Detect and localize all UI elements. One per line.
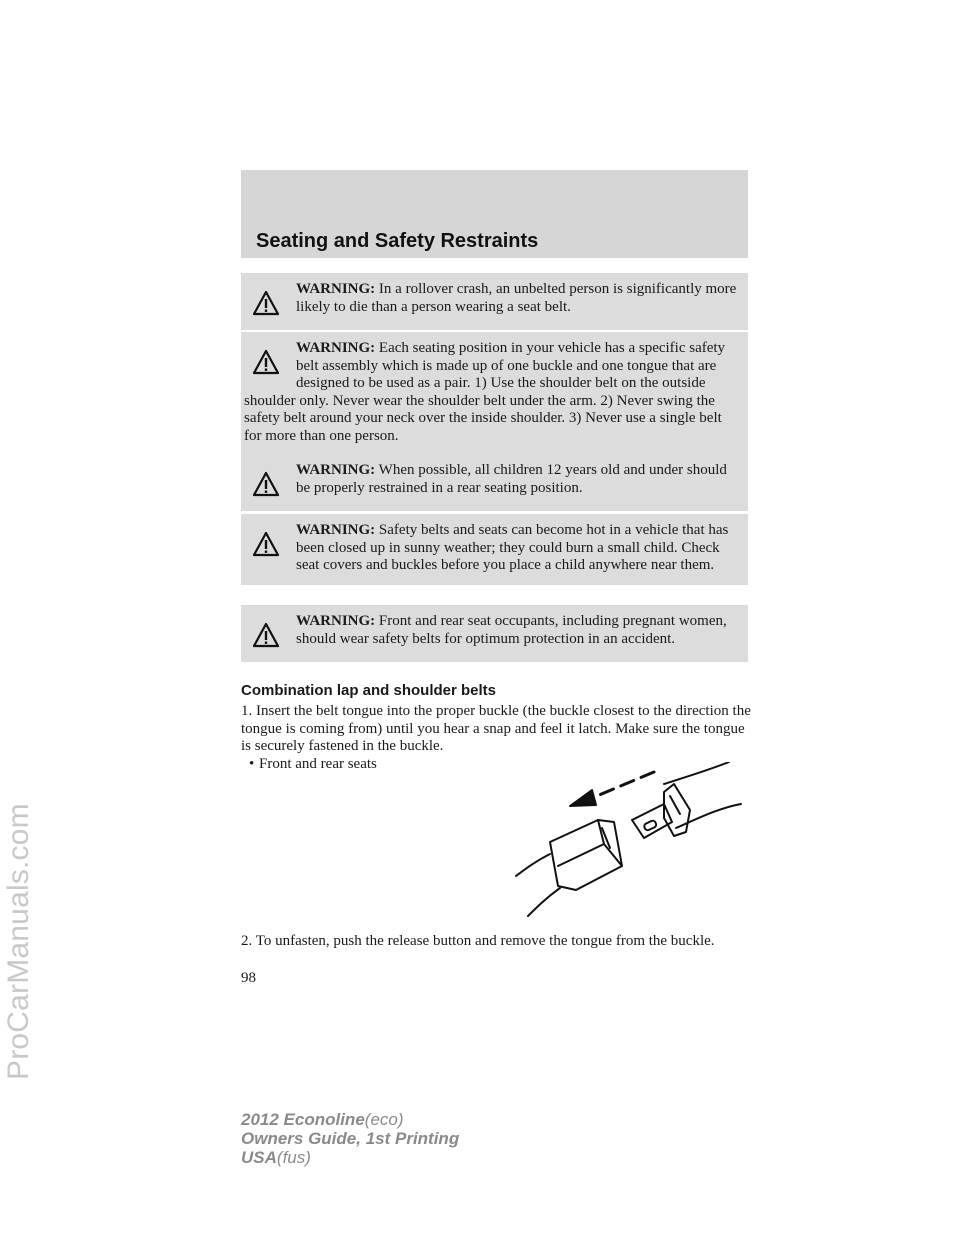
footer [241, 1110, 459, 1167]
bullet-symbol: • [249, 756, 255, 772]
warning-triangle-icon [252, 622, 280, 648]
step-2-text: 2. To unfasten, push the release button and remove the tongue from the buckle. [241, 933, 715, 949]
warning-text: When possible, all children 12 years old and under should be properly restrained in a rear seating position. [296, 462, 727, 496]
watermark: ProCarManuals.com [2, 803, 35, 1080]
warning-triangle-icon [252, 531, 280, 557]
warning-label: WARNING: [296, 340, 376, 356]
warning-box [241, 273, 748, 330]
page-title: Seating and Safety Restraints [256, 230, 539, 252]
warning-label: WARNING: [296, 613, 376, 629]
warning-label: WARNING: [296, 281, 376, 297]
warning-box [241, 605, 748, 662]
warning-text: In a rollover crash, an unbelted person is significantly more likely to die than a person wearing a seat belt. [296, 281, 737, 315]
bullet-item [249, 756, 377, 773]
warning-text: Safety belts and seats can become hot in a vehicle that has been closed up in sunny weather; they could burn a small child. Check seat covers and buckles before you place a child anywhere near them. [296, 522, 729, 574]
footer-model: 2012 Econoline [241, 1110, 365, 1129]
warning-triangle-icon [252, 349, 280, 375]
footer-model-code: (eco) [364, 1110, 404, 1129]
page-number: 98 [241, 970, 256, 986]
warning-box [241, 332, 748, 456]
section-heading: Combination lap and shoulder belts [241, 682, 497, 699]
seat-belt-buckle-illustration [514, 762, 746, 920]
warning-label: WARNING: [296, 462, 376, 478]
warning-box [241, 514, 748, 585]
footer-market: USA [241, 1148, 277, 1167]
footer-guide: Owners Guide, 1st Printing [241, 1129, 460, 1148]
warning-label: WARNING: [296, 522, 376, 538]
warning-text: Front and rear seat occupants, including pregnant women, should wear safety belts for optimum protection in an accident. [296, 613, 727, 647]
warning-triangle-icon [252, 290, 280, 316]
warning-triangle-icon [252, 471, 280, 497]
bullet-text: Front and rear seats [259, 756, 377, 772]
step-1-text: 1. Insert the belt tongue into the proper buckle (the buckle closest to the direction the tongue is coming from) until you hear a snap and feel it latch. Make sure the tongue is securely fastened in the buckle. [241, 703, 751, 755]
footer-market-code: (fus) [276, 1148, 311, 1167]
warning-text: Each seating position in your vehicle has a specific safety belt assembly which is made up of one buckle and one tongue that are designed to be used as a pair. 1) Use the shoulder belt on the outside shoulder only. Never wear the shoulder belt under the arm. 2) Never swing the safety belt around your neck over the inside shoulder. 3) Never use a single belt for more than one person. [244, 340, 726, 444]
warning-box [241, 454, 748, 511]
